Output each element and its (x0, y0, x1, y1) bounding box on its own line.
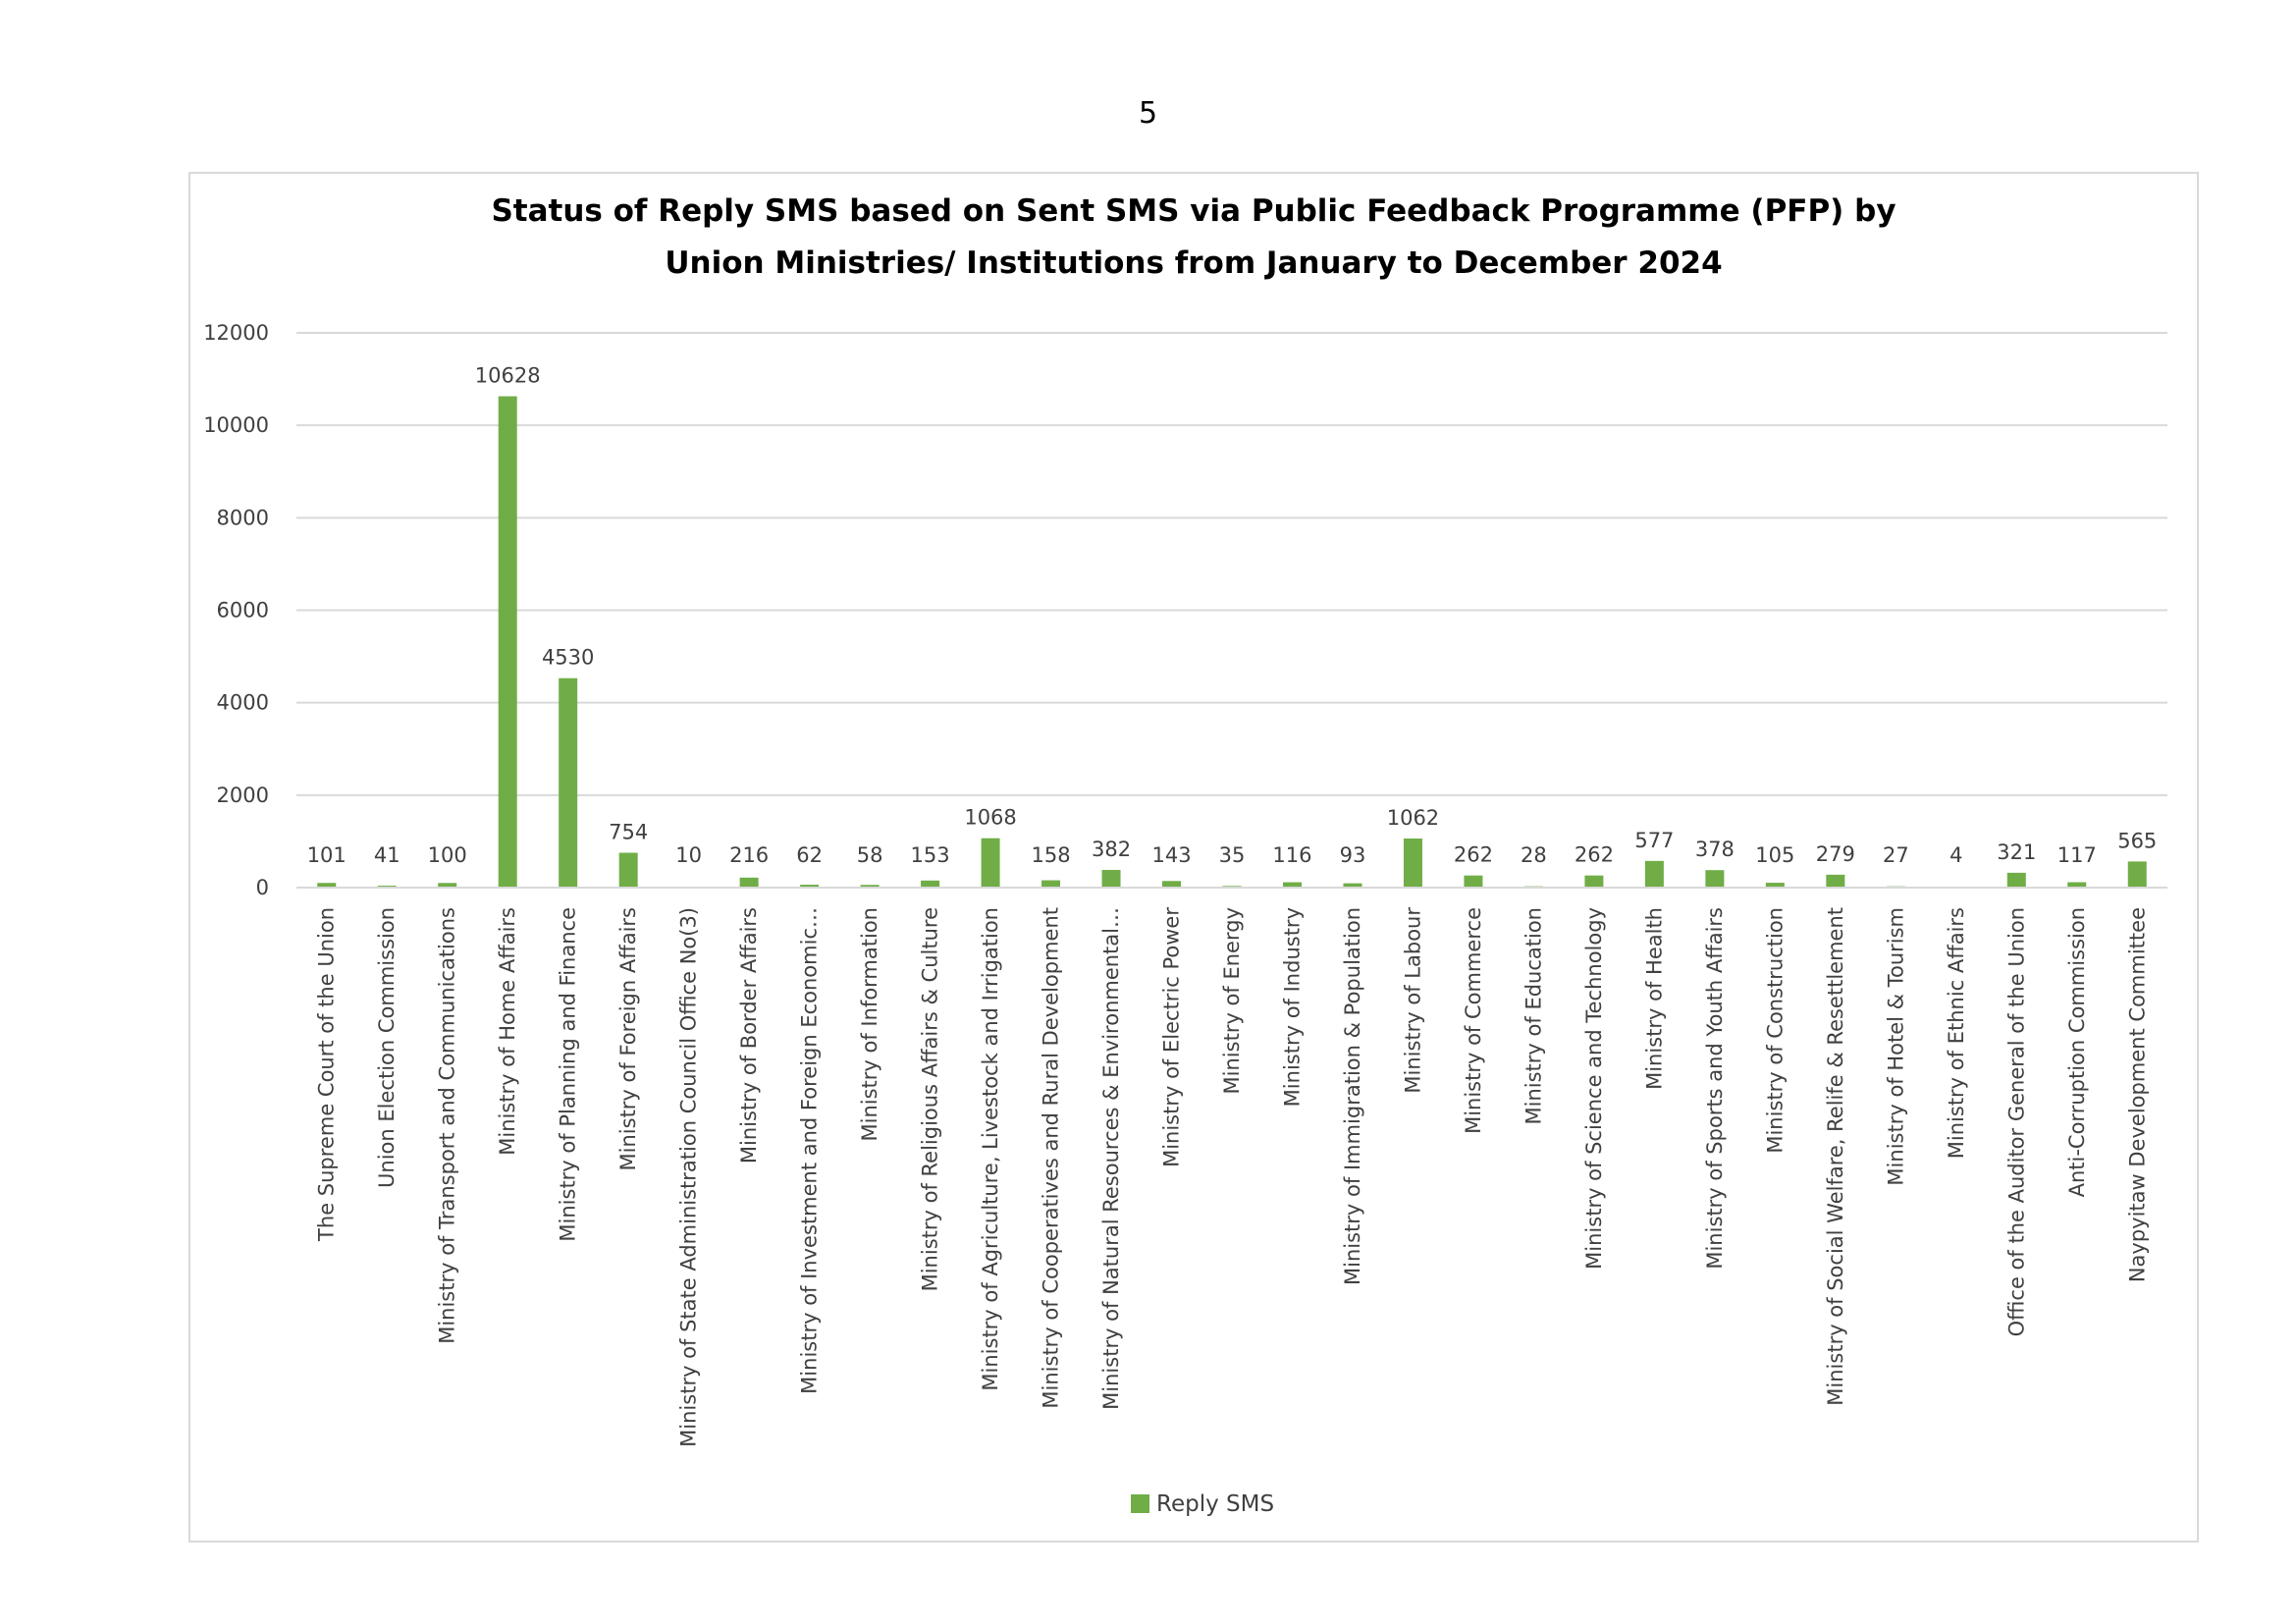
data-label: 100 (427, 843, 467, 867)
category-label: Ministry of State Administration Council Office No(3) (676, 907, 701, 1447)
category-label: Ministry of Hotel & Tourism (1884, 907, 1908, 1186)
data-label: 4 (1949, 843, 1963, 867)
bar (921, 881, 939, 888)
category-label: Ministry of Religious Affairs & Culture (918, 907, 942, 1292)
category-label: Ministry of Natural Resources & Environmental… (1099, 907, 1124, 1410)
bar (1404, 839, 1422, 888)
y-tick-label: 2000 (216, 783, 269, 807)
data-label: 262 (1574, 842, 1614, 867)
category-label: Ministry of Energy (1220, 907, 1244, 1095)
y-tick-label: 4000 (216, 690, 269, 715)
data-label: 153 (910, 843, 950, 867)
data-label: 10628 (474, 363, 541, 388)
data-label: 754 (609, 820, 649, 844)
category-label: Ministry of Agriculture, Livestock and Irrigation (979, 907, 1003, 1391)
bar (1102, 870, 1121, 888)
bar (1464, 876, 1482, 888)
category-label: Ministry of Transport and Communications (435, 907, 459, 1344)
data-label: 35 (1218, 843, 1246, 867)
category-label: Ministry of Electric Power (1159, 907, 1184, 1167)
data-label: 279 (1815, 841, 1855, 866)
category-label: Ministry of Education (1522, 907, 1546, 1125)
data-label: 58 (856, 843, 883, 867)
y-tick-label: 10000 (203, 413, 269, 438)
category-label: The Supreme Court of the Union (314, 907, 339, 1241)
data-label: 262 (1453, 842, 1493, 867)
data-label: 117 (2056, 843, 2097, 867)
legend-label: Reply SMS (1156, 1491, 1275, 1517)
bar (1162, 881, 1181, 888)
category-label: Ministry of Cooperatives and Rural Development (1039, 907, 1063, 1409)
y-tick-label: 8000 (216, 506, 269, 530)
y-tick-label: 12000 (203, 321, 269, 345)
category-label: Ministry of Labour (1401, 907, 1425, 1094)
data-label: 565 (2117, 829, 2158, 853)
category-label: Office of the Auditor General of the Union (2004, 907, 2029, 1337)
data-label: 101 (306, 843, 347, 867)
category-label: Ministry of Industry (1280, 907, 1305, 1108)
bar (1645, 861, 1664, 888)
category-label: Ministry of Sports and Youth Affairs (1702, 907, 1727, 1270)
bar-chart (190, 174, 2197, 1541)
bar (1705, 870, 1724, 888)
chart-title (491, 193, 1896, 281)
data-label: 158 (1031, 843, 1071, 867)
category-label: Ministry of Investment and Foreign Economic… (797, 907, 822, 1394)
y-axis-ticks (203, 321, 269, 899)
bar (982, 839, 1000, 888)
category-label: Ministry of Science and Technology (1581, 907, 1606, 1270)
bar (740, 878, 759, 888)
chart-title-line: Union Ministries/ Institutions from January to December 2024 (665, 245, 1723, 281)
bar (2007, 873, 2026, 888)
data-label: 321 (1997, 839, 2037, 864)
category-label: Ministry of Ethnic Affairs (1944, 907, 1968, 1160)
category-label: Naypyitaw Development Committee (2125, 907, 2150, 1283)
legend (1131, 1491, 1274, 1517)
data-labels (307, 364, 2158, 867)
data-label: 4530 (541, 645, 595, 670)
bar (559, 678, 577, 888)
data-label: 382 (1091, 838, 1132, 862)
data-label: 116 (1272, 843, 1312, 867)
data-label: 577 (1634, 828, 1675, 852)
category-label: Union Election Commission (375, 907, 400, 1188)
data-label: 1068 (964, 805, 1017, 830)
bar (2128, 861, 2147, 888)
y-tick-label: 6000 (216, 598, 269, 623)
bar (619, 852, 638, 888)
category-label: Ministry of Home Affairs (496, 907, 520, 1156)
data-label: 216 (729, 843, 770, 867)
category-label: Ministry of Social Welfare, Relife & Resettlement (1823, 907, 1847, 1406)
category-label: Ministry of Health (1642, 907, 1667, 1090)
data-label: 105 (1755, 843, 1795, 867)
chart-frame (188, 172, 2199, 1543)
bar (1041, 881, 1060, 888)
data-label: 10 (675, 843, 703, 867)
data-label: 143 (1151, 843, 1192, 867)
bars (317, 397, 2147, 888)
legend-swatch (1131, 1494, 1149, 1513)
data-label: 1062 (1386, 805, 1440, 830)
bar (1826, 875, 1844, 888)
data-label: 378 (1694, 838, 1735, 862)
category-label: Ministry of Foreign Affairs (616, 907, 641, 1171)
y-tick-label: 0 (255, 876, 269, 899)
data-label: 27 (1882, 843, 1909, 867)
category-labels (315, 907, 2150, 1447)
category-label: Ministry of Border Affairs (737, 907, 762, 1164)
bar (1584, 876, 1603, 888)
category-label: Ministry of Commerce (1461, 907, 1485, 1134)
category-label: Ministry of Planning and Finance (556, 907, 580, 1242)
bar (499, 397, 517, 888)
data-label: 93 (1339, 843, 1366, 867)
category-label: Ministry of Construction (1763, 907, 1788, 1154)
data-label: 62 (796, 843, 823, 867)
page-number: 5 (1138, 96, 1158, 131)
data-label: 28 (1521, 843, 1547, 867)
category-label: Ministry of Immigration & Population (1340, 907, 1364, 1285)
chart-title-line: Status of Reply SMS based on Sent SMS via Public Feedback Programme (PFP) by (491, 193, 1896, 229)
category-label: Anti-Corruption Commission (2064, 907, 2089, 1198)
data-label: 41 (373, 843, 400, 867)
category-label: Ministry of Information (858, 907, 882, 1142)
